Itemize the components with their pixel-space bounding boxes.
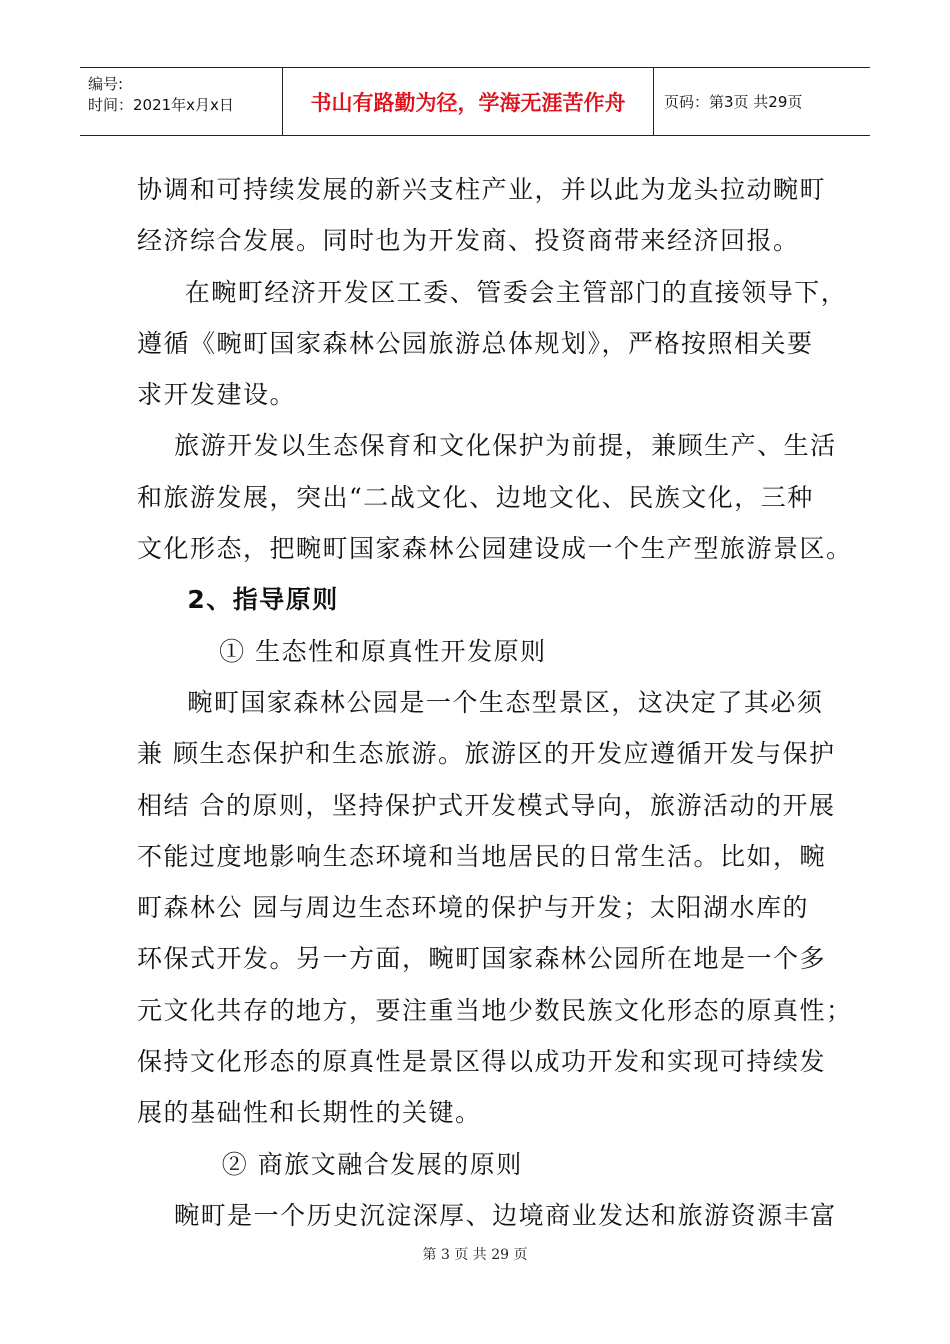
body-text-line: 兼 顾生态保护和生态旅游。旅游区的开发应遵循开发与保护 [137, 739, 836, 769]
body-text-line: 畹町国家森林公园是一个生态型景区，这决定了其必须 [187, 687, 824, 717]
body-text-line: ① 生态性和原真性开发原则 [219, 636, 547, 666]
body-text-line: 经济综合发展。同时也为开发商、投资商带来经济回报。 [137, 226, 800, 256]
body-text-line: 不能过度地影响生态环境和当地居民的日常生活。比如，畹 [137, 841, 827, 871]
body-text-line: 协调和可持续发展的新兴支柱产业，并以此为龙头拉动畹町 [137, 175, 827, 204]
body-text-line: 和旅游发展，突出“二战文化、边地文化、民族文化，三种 [137, 482, 814, 512]
document-number-label: 编号: [88, 75, 124, 93]
header-motto: 书山有路勤为径，学海无涯苦作舟 [283, 68, 654, 135]
body-text-line: 保持文化形态的原真性是景区得以成功开发和实现可持续发 [137, 1047, 827, 1077]
header-page-code: 页码：第3页 共29页 [664, 93, 803, 111]
section-heading: 2、指导原则 [187, 585, 339, 615]
body-text-line: 元文化共存的地方，要注重当地少数民族文化形态的原真性； [137, 995, 853, 1025]
body-text-line: 町森林公 园与周边生态环境的保护与开发；太阳湖水库的 [137, 893, 809, 923]
body-text-line: 相结 合的原则，坚持保护式开发模式导向，旅游活动的开展 [137, 790, 836, 820]
body-text-line: 遵循《畹町国家森林公园旅游总体规划》，严格按照相关要 [137, 328, 814, 358]
body-text-line: 求开发建设。 [137, 380, 297, 410]
body-text-line: 文化形态，把畹町国家森林公园建设成一个生产型旅游景区。 [137, 534, 853, 564]
body-text-line: 展的基础性和长期性的关键。 [137, 1098, 482, 1128]
document-time-label: 时间：2021年x月x日 [88, 96, 234, 114]
page-header [80, 67, 870, 136]
body-text-line: 旅游开发以生态保育和文化保护为前提，兼顾生产、生活 [174, 431, 837, 461]
body-text-line: 畹町是一个历史沉淀深厚、边境商业发达和旅游资源丰富 [174, 1200, 837, 1230]
page-footer: 第 3 页 共 29 页 [422, 1247, 528, 1263]
header-info-cell [80, 68, 283, 135]
document-body [137, 164, 853, 1241]
body-text-line: ② 商旅文融合发展的原则 [221, 1149, 523, 1179]
body-text-line: 在畹町经济开发区工委、管委会主管部门的直接领导下， [184, 277, 848, 307]
body-text-line: 环保式开发。另一方面，畹町国家森林公园所在地是一个多 [137, 944, 827, 974]
